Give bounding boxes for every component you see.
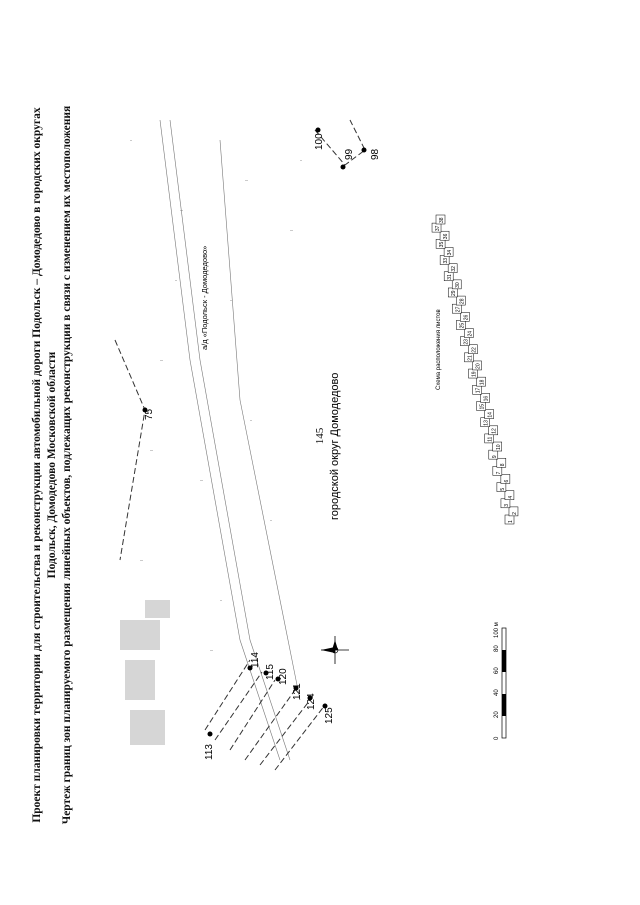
sheet-number: 38 bbox=[439, 217, 445, 223]
label-98: 98 bbox=[370, 148, 381, 160]
scale-20: 20 bbox=[494, 711, 500, 718]
sheet-number: 7 bbox=[495, 471, 502, 475]
sheet-number: 17 bbox=[475, 387, 482, 394]
sheet-number: 28 bbox=[459, 298, 466, 305]
point-100 bbox=[316, 128, 321, 133]
title-line-1: Проект планировки территории для строительства и реконструкции автомобильной дороги Подольск – Домодедово в городских округах bbox=[31, 107, 43, 823]
sheet-number: 16 bbox=[483, 395, 490, 402]
built-up-area bbox=[120, 600, 170, 745]
title-line-2: Подольск, Домодедово Московской области bbox=[46, 351, 58, 579]
sheet-number: 26 bbox=[463, 314, 470, 321]
label-121: 121 bbox=[292, 683, 303, 700]
point-labels bbox=[144, 133, 381, 760]
label-115: 115 bbox=[265, 664, 276, 680]
scale-0: 0 bbox=[494, 736, 500, 740]
label-100: 100 bbox=[314, 133, 325, 150]
scale-bar bbox=[502, 628, 506, 738]
label-124: 124 bbox=[306, 693, 317, 710]
sheet-number: 31 bbox=[447, 274, 454, 280]
sheet-number: 37 bbox=[435, 225, 442, 232]
road-lines bbox=[160, 120, 300, 760]
sheet-number: 6 bbox=[503, 479, 510, 483]
point-98 bbox=[362, 148, 367, 153]
title-line-3: Чертеж границ зон планируемого размещения линейных объектов, подлежащих реконструкции в связи с изменением их местоположения bbox=[61, 105, 73, 825]
sheet-number: 25 bbox=[459, 322, 466, 329]
sheet-number: 2 bbox=[511, 512, 518, 515]
label-114: 114 bbox=[250, 652, 261, 668]
scale-80: 80 bbox=[494, 645, 500, 652]
sheet-number: 4 bbox=[507, 495, 514, 499]
north-arrow-icon bbox=[321, 636, 349, 664]
sheet-number: 33 bbox=[443, 257, 450, 264]
label-120: 120 bbox=[278, 668, 289, 685]
sheet-number: 35 bbox=[439, 241, 446, 248]
sheet-number: 5 bbox=[499, 487, 506, 491]
sheet-number: 19 bbox=[471, 371, 478, 378]
district-label: городской округ Домодедово bbox=[329, 372, 341, 520]
page-number: 145 bbox=[314, 427, 326, 445]
sheet-number: 1 bbox=[508, 520, 514, 523]
road-label: а/д «Подольск - Домодедово» bbox=[200, 245, 209, 350]
sheet-number: 29 bbox=[451, 290, 458, 296]
sheet-number: 8 bbox=[499, 463, 506, 467]
sheet-number: 14 bbox=[487, 412, 494, 418]
scale-100: 100 м bbox=[494, 622, 500, 638]
point-113 bbox=[208, 732, 213, 737]
sheet-number: 13 bbox=[483, 420, 490, 426]
label-125: 125 bbox=[324, 707, 335, 724]
sheet-number: 18 bbox=[479, 379, 486, 386]
sheet-number: 9 bbox=[491, 455, 498, 459]
sheet-number: 22 bbox=[471, 347, 478, 353]
sheet-number: 27 bbox=[455, 306, 462, 313]
sheet-number: 12 bbox=[491, 428, 498, 434]
sheet-number: 24 bbox=[467, 330, 474, 337]
label-99: 99 bbox=[344, 148, 355, 160]
sheet-number: 10 bbox=[495, 444, 502, 451]
scale-60: 60 bbox=[494, 667, 500, 674]
point-99 bbox=[341, 165, 346, 170]
sheet-number: 15 bbox=[479, 403, 486, 410]
sheet-scheme bbox=[432, 215, 518, 524]
label-113: 113 bbox=[204, 744, 215, 760]
sheet-number: 30 bbox=[455, 282, 462, 288]
sheet-number: 23 bbox=[463, 339, 470, 345]
sheet-number: 32 bbox=[451, 266, 458, 272]
sheet-number: 36 bbox=[443, 233, 450, 240]
scale-labels bbox=[494, 622, 500, 740]
sheet-number: 3 bbox=[503, 504, 510, 507]
sheet-number: 11 bbox=[487, 436, 494, 442]
sheet-number: 34 bbox=[447, 249, 454, 256]
sheet-number: 21 bbox=[467, 355, 474, 361]
sheet-scheme-title: Схема расположения листов bbox=[436, 309, 442, 390]
scale-40: 40 bbox=[494, 689, 500, 696]
label-75: 75 bbox=[144, 408, 155, 420]
sheet-number: 20 bbox=[475, 363, 482, 369]
